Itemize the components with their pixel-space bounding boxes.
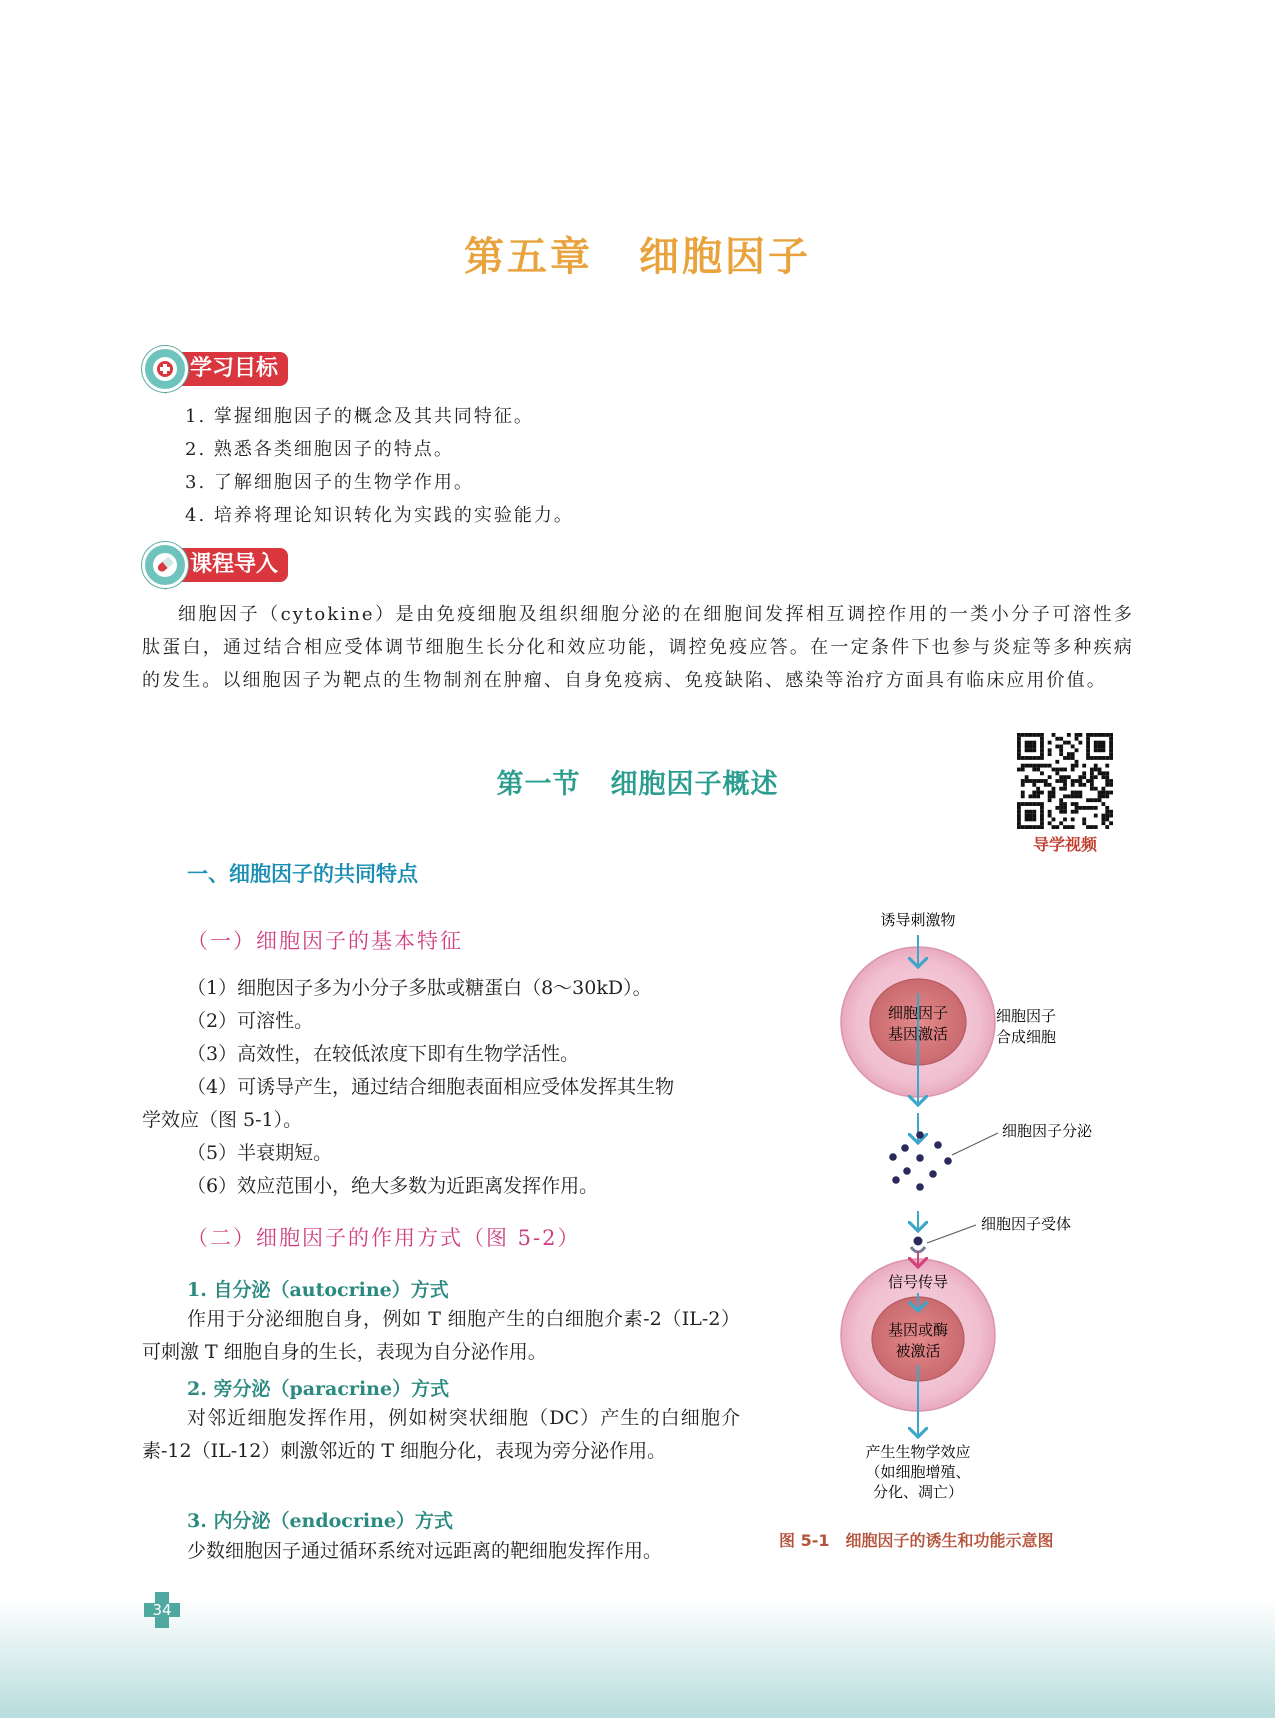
- list-item: （3）高效性，在较低浓度下即有生物学活性。: [187, 1043, 580, 1065]
- qr-code[interactable]: [1017, 733, 1113, 829]
- section-number: 第一节: [496, 769, 581, 800]
- chapter-name: 细胞因子: [639, 234, 811, 280]
- label-gene-activation: 细胞因子: [887, 1004, 949, 1022]
- heading-basic-features: （一）细胞因子的基本特征: [187, 929, 463, 953]
- heading-common-features: 一、细胞因子的共同特点: [187, 862, 418, 886]
- list-item: （1）细胞因子多为小分子多肽或糖蛋白（8～30kD）。: [187, 977, 652, 999]
- mode-title: 2. 旁分泌（paracrine）方式: [187, 1378, 450, 1400]
- chapter-title: [0, 225, 1275, 282]
- objectives-list: [185, 400, 574, 532]
- chapter-number: 第五章: [464, 234, 593, 280]
- list-item: （6）效应范围小，绝大多数为近距离发挥作用。: [187, 1175, 599, 1197]
- section-name: 细胞因子概述: [610, 769, 779, 800]
- qr-caption: 导学视频: [1032, 835, 1097, 854]
- label-enzyme: 基因或酶: [887, 1321, 949, 1339]
- label-effect: （如细胞增殖、: [865, 1463, 971, 1481]
- label-enzyme: 被激活: [895, 1342, 941, 1360]
- list-item: （5）半衰期短。: [187, 1142, 333, 1164]
- bound-cytokine: [914, 1237, 923, 1246]
- features-list: [142, 972, 742, 1203]
- page-number: 34: [152, 1601, 172, 1619]
- mode-title: 3. 内分泌（endocrine）方式: [187, 1510, 454, 1532]
- label-signal: 信号传导: [887, 1273, 949, 1291]
- list-item: 3. 了解细胞因子的生物学作用。: [185, 472, 474, 493]
- heading-action-modes: （二）细胞因子的作用方式（图 5-2）: [187, 1226, 581, 1250]
- label-producer: 细胞因子: [996, 1007, 1057, 1025]
- mode-text: 少数细胞因子通过循环系统对远距离的靶细胞发挥作用。: [187, 1540, 663, 1562]
- mode-text: 作用于分泌细胞自身，例如 T 细胞产生的白细胞介素-2（IL-2）可刺激 T 细胞自身的生长，表现为自分泌作用。: [142, 1308, 740, 1363]
- list-item: （2）可溶性。: [187, 1010, 314, 1032]
- list-item: 1. 掌握细胞因子的概念及其共同特征。: [185, 406, 534, 427]
- label-stimulus: 诱导刺激物: [880, 911, 956, 929]
- label-effect: 产生生物学效应: [865, 1443, 971, 1461]
- pill-icon: [142, 542, 188, 588]
- objectives-tag-label: 学习目标: [166, 352, 288, 386]
- figure-cytokine-induction: [780, 895, 1120, 1535]
- medical-cross-icon: [142, 346, 188, 392]
- list-item: 学效应（图 5-1）。: [142, 1109, 303, 1131]
- list-item: 2. 熟悉各类细胞因子的特点。: [185, 439, 454, 460]
- figure-caption: 图 5-1 细胞因子的诱生和功能示意图: [779, 1531, 1054, 1550]
- page-footer-band: [0, 1598, 1275, 1718]
- label-receptor: 细胞因子受体: [981, 1215, 1072, 1233]
- list-item: （4）可诱导产生，通过结合细胞表面相应受体发挥其生物: [187, 1076, 675, 1098]
- cytokine-molecules: [889, 1131, 952, 1191]
- list-item: 4. 培养将理论知识转化为实践的实验能力。: [185, 505, 574, 526]
- intro-paragraph: 细胞因子（cytokine）是由免疫细胞及组织细胞分泌的在细胞间发挥相互调控作用的一类小分子可溶性多肽蛋白，通过结合相应受体调节细胞生长分化和效应功能，调控免疫应答。在一定条件下也参与炎症等多种疾病的发生。以细胞因子为靶点的生物制剂在肿瘤、自身免疫病、免疫缺陷、感染等治疗方面具有临床应用价值。: [142, 604, 1134, 691]
- label-gene-activation: 基因激活: [887, 1025, 949, 1043]
- mode-text: 对邻近细胞发挥作用，例如树突状细胞（DC）产生的白细胞介素-12（IL-12）刺激邻近的 T 细胞分化，表现为旁分泌作用。: [142, 1407, 740, 1462]
- label-effect: 分化、凋亡）: [872, 1483, 964, 1501]
- label-producer: 合成细胞: [996, 1028, 1057, 1046]
- intro-tag-label: 课程导入: [166, 548, 288, 582]
- label-secretion: 细胞因子分泌: [1002, 1122, 1093, 1140]
- mode-title: 1. 自分泌（autocrine）方式: [187, 1279, 449, 1301]
- page-number-badge: [142, 1590, 182, 1630]
